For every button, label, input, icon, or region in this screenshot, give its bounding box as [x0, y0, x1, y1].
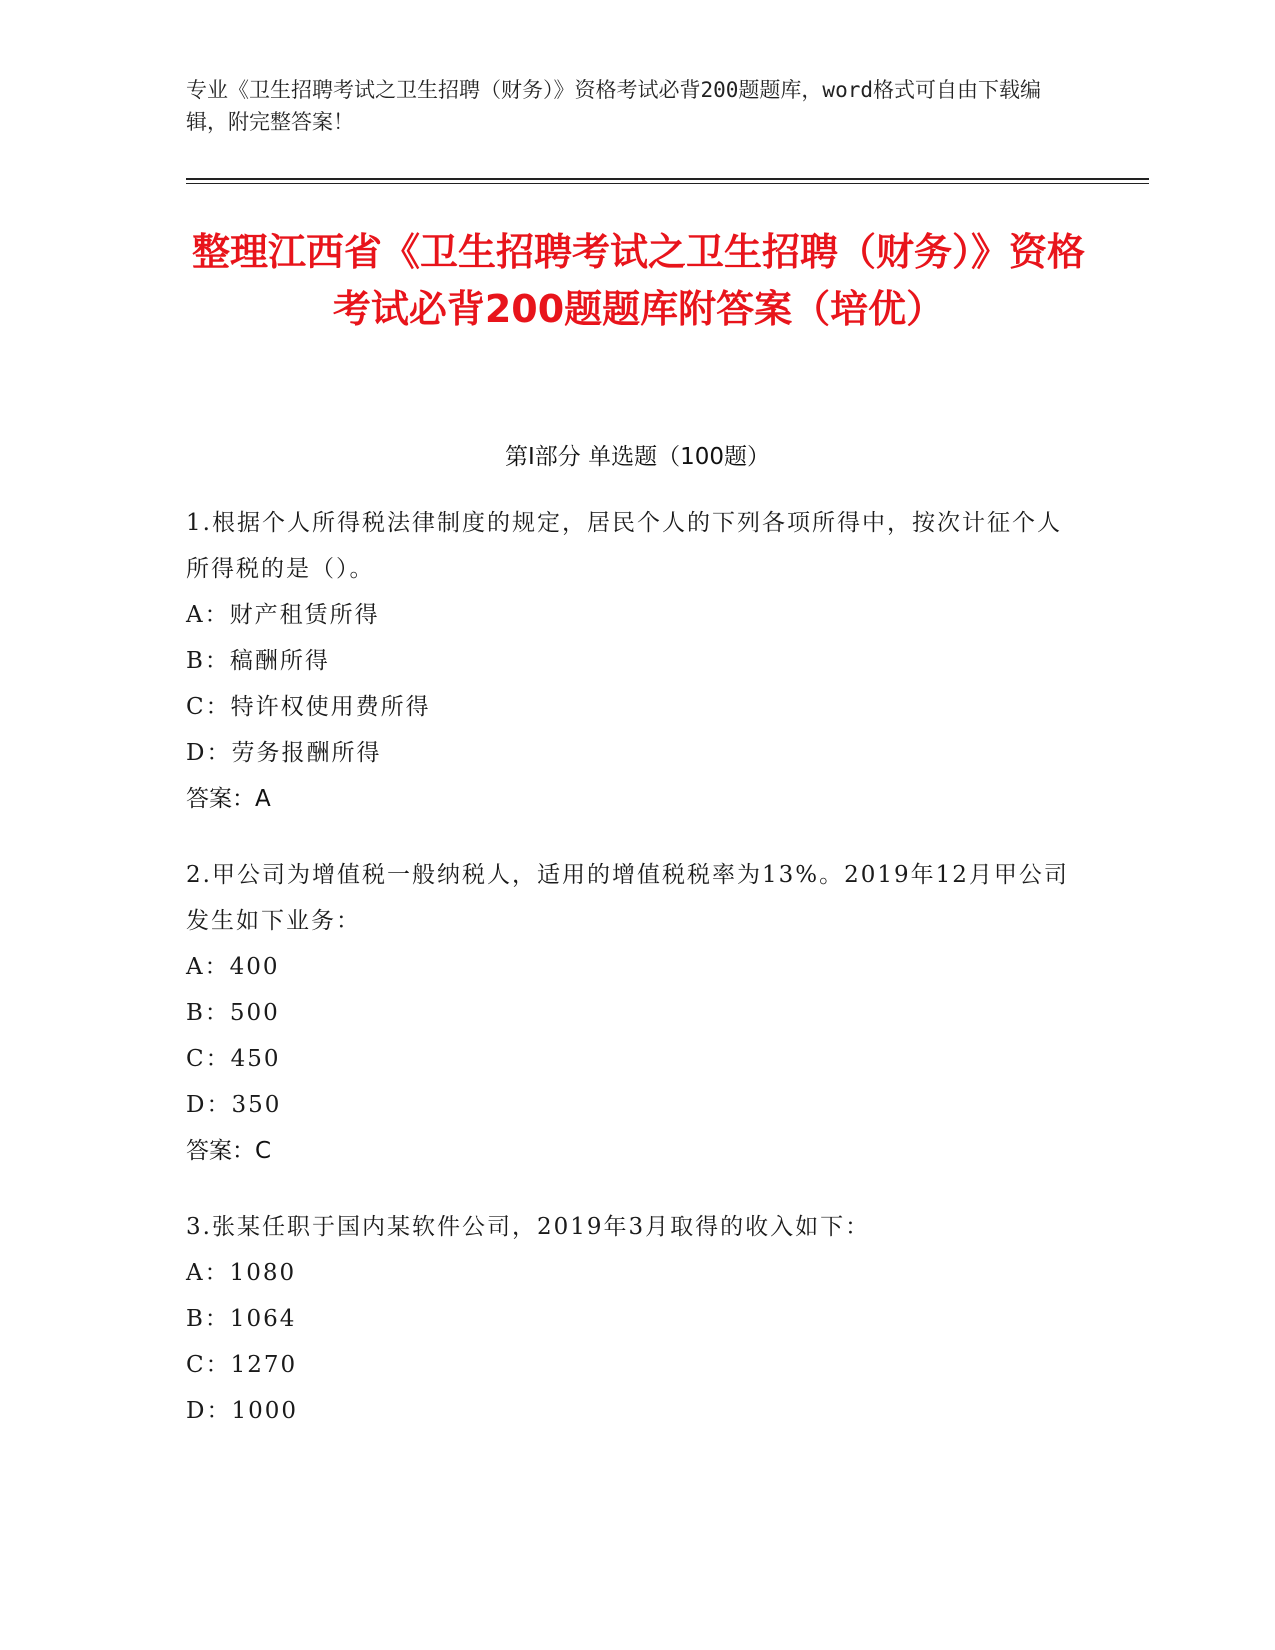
option-c: C：特许权使用费所得 — [186, 694, 431, 720]
option-d: D：350 — [186, 1092, 282, 1118]
option-b: B：稿酬所得 — [186, 648, 330, 674]
question-stem: 2.甲公司为增值税一般纳税人，适用的增值税税率为13%。2019年12月甲公司发生如下业务： — [186, 862, 1069, 934]
option-a: A：1080 — [186, 1260, 297, 1286]
question-3 — [186, 1204, 1086, 1434]
option-c: C：1270 — [186, 1352, 298, 1378]
section-heading: 第I部分 单选题（100题） — [505, 444, 770, 470]
header-rule-thick — [186, 178, 1149, 180]
option-b: B：1064 — [186, 1306, 297, 1332]
option-b: B：500 — [186, 1000, 280, 1026]
option-a: A：400 — [186, 954, 280, 980]
question-stem: 1.根据个人所得税法律制度的规定，居民个人的下列各项所得中，按次计征个人所得税的是（）。 — [186, 510, 1062, 582]
question-1 — [186, 500, 1086, 822]
header-note: 专业《卫生招聘考试之卫生招聘（财务）》资格考试必背200题题库，word格式可自由下载编辑，附完整答案！ — [186, 78, 1041, 134]
header-rule-thin — [186, 183, 1149, 184]
answer-line: 答案：C — [186, 1138, 272, 1164]
option-c: C：450 — [186, 1046, 281, 1072]
document-title: 整理江西省《卫生招聘考试之卫生招聘（财务）》资格考试必背200题题库附答案（培优） — [191, 230, 1085, 331]
question-stem: 3.张某任职于国内某软件公司，2019年3月取得的收入如下： — [186, 1214, 871, 1240]
question-2 — [186, 852, 1086, 1174]
option-d: D：1000 — [186, 1398, 298, 1424]
answer-line: 答案：A — [186, 786, 271, 812]
option-a: A：财产租赁所得 — [186, 602, 380, 628]
option-d: D：劳务报酬所得 — [186, 740, 382, 766]
